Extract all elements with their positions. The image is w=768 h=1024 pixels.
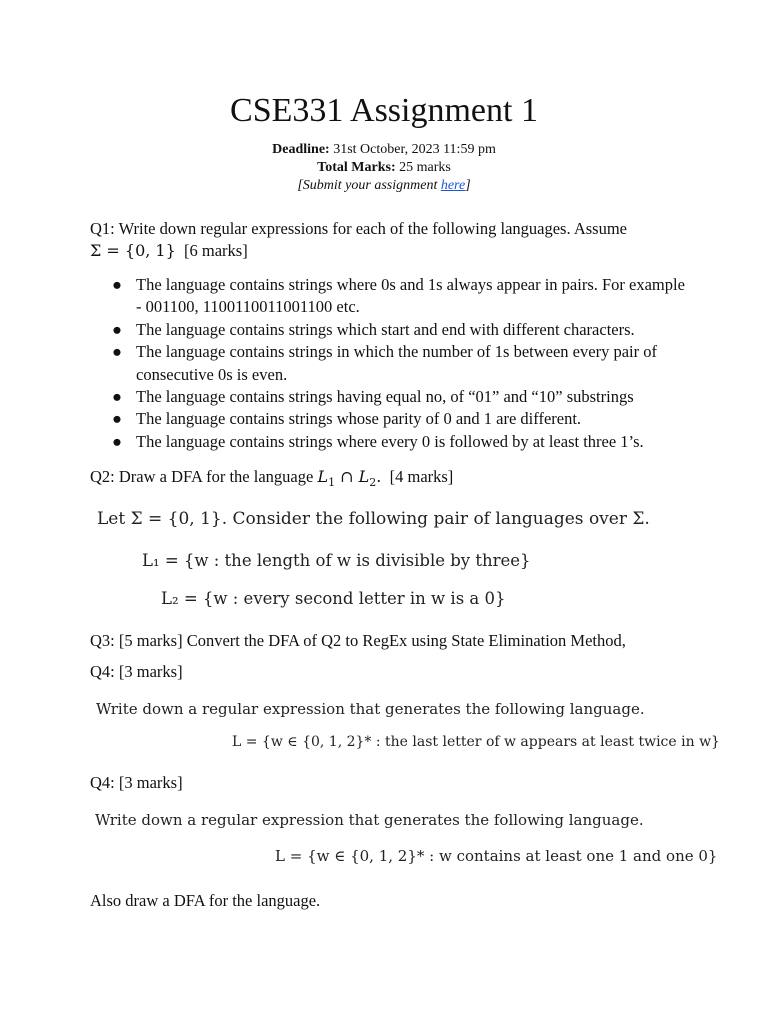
q3-line: Q3: [5 marks] Convert the DFA of Q2 to RegEx using State Elimination Method, bbox=[90, 631, 626, 650]
q2-intro: Let Σ = {0, 1}. Consider the following pair of languages over Σ. bbox=[97, 509, 650, 529]
q4a-header: Q4: [3 marks] bbox=[90, 662, 183, 681]
q4b-header: Q4: [3 marks] bbox=[90, 773, 183, 792]
deadline-label: Deadline: bbox=[272, 142, 330, 157]
total-marks-value: 25 marks bbox=[399, 160, 451, 175]
q1-bullet-list bbox=[112, 274, 692, 453]
submit-link[interactable]: here bbox=[440, 178, 466, 193]
q4b-footer: Also draw a DFA for the language. bbox=[90, 891, 321, 910]
q2-l2: L₂ = {w : every second letter in w is a 0} bbox=[161, 589, 506, 608]
list-item: ● The language contains strings whose parity of 0 and 1 are different. bbox=[112, 409, 582, 429]
q4a-intro: Write down a regular expression that generates the following language. bbox=[96, 700, 645, 718]
q4b-intro: Write down a regular expression that generates the following language. bbox=[95, 811, 644, 829]
q4b-formula: L = {w ∈ {0, 1, 2}* : w contains at least one 1 and one 0} bbox=[275, 847, 718, 865]
q1-marks: [6 marks] bbox=[184, 241, 248, 260]
submit-line bbox=[0, 178, 768, 194]
q2-l1: L₁ = {w : the length of w is divisible by three} bbox=[142, 551, 531, 570]
q1-line1: Q1: Write down regular expressions for each of the following languages. Assume bbox=[90, 219, 627, 238]
list-item: ● The language contains strings having equal no, of “01” and “10” substrings bbox=[112, 387, 634, 407]
submit-suffix: ] bbox=[465, 178, 471, 193]
deadline-value: 31st October, 2023 11:59 pm bbox=[333, 142, 496, 157]
list-item: ● The language contains strings where 0s and 1s always appear in pairs. For example - 001100, 1100110011001100 etc. bbox=[112, 275, 685, 317]
q2-line bbox=[90, 467, 453, 489]
q2-marks: [4 marks] bbox=[389, 467, 454, 486]
q2-text: Q2: Draw a DFA for the language bbox=[90, 467, 314, 486]
q4a-formula: L = {w ∈ {0, 1, 2}* : the last letter of w appears at least twice in w} bbox=[232, 734, 720, 750]
q1-line2 bbox=[90, 241, 248, 261]
q1-sigma: Σ = {0, 1} bbox=[90, 241, 176, 260]
q2-intersection: $L_1$ ∩ $L_2$. bbox=[317, 467, 382, 490]
list-item: ● The language contains strings where every 0 is followed by at least three 1’s. bbox=[112, 431, 644, 451]
total-marks-line bbox=[0, 160, 768, 176]
list-item: ● The language contains strings which start and end with different characters. bbox=[112, 319, 635, 339]
deadline-line bbox=[0, 142, 768, 158]
page-title: CSE331 Assignment 1 bbox=[230, 92, 538, 129]
submit-prefix: [Submit your assignment bbox=[297, 178, 441, 193]
total-marks-label: Total Marks: bbox=[317, 160, 396, 175]
list-item: ● The language contains strings in which the number of 1s between every pair of consecutive 0s is even. bbox=[112, 342, 657, 384]
